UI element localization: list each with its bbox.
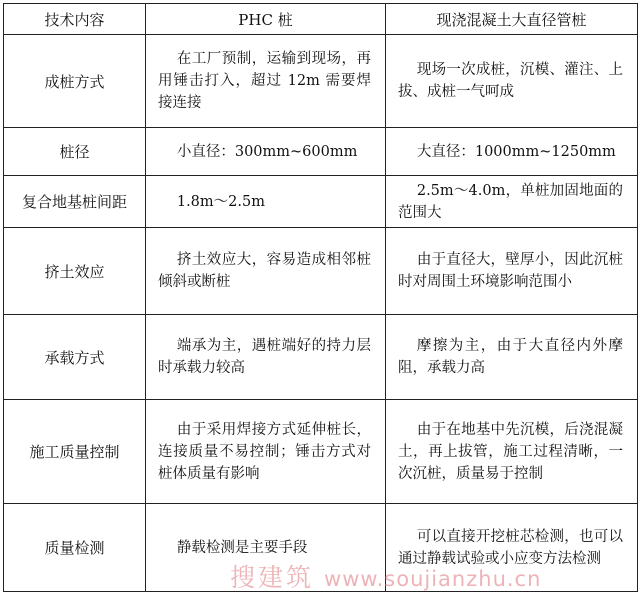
header-row bbox=[4, 4, 638, 35]
row-label: 成桩方式 bbox=[4, 35, 146, 128]
table-row bbox=[4, 400, 638, 504]
phc-cell: 小直径：300mm~600mm bbox=[146, 128, 386, 176]
comparison-table bbox=[3, 3, 638, 592]
table-row bbox=[4, 176, 638, 228]
cast-cell: 现场一次成桩，沉模、灌注、上拔、成桩一气呵成 bbox=[386, 35, 638, 128]
row-label: 复合地基桩间距 bbox=[4, 176, 146, 228]
table-row bbox=[4, 504, 638, 592]
phc-cell: 1.8m～2.5m bbox=[146, 176, 386, 228]
cast-cell: 可以直接开挖桩芯检测，也可以通过静载试验或小应变方法检测 bbox=[386, 504, 638, 592]
table-row bbox=[4, 228, 638, 315]
table-row bbox=[4, 315, 638, 400]
row-label: 挤土效应 bbox=[4, 228, 146, 315]
watermark-cn: 搜建筑 bbox=[230, 563, 315, 592]
phc-cell: 由于采用焊接方式延伸桩长，连接质量不易控制；锤击方式对桩体质量有影响 bbox=[146, 400, 386, 504]
cast-cell: 2.5m～4.0m，单桩加固地面的范围大 bbox=[386, 176, 638, 228]
phc-cell: 静载检测是主要手段 bbox=[146, 504, 386, 592]
cast-cell: 由于直径大，壁厚小，因此沉桩时对周围土环境影响范围小 bbox=[386, 228, 638, 315]
table-row bbox=[4, 35, 638, 128]
row-label: 承载方式 bbox=[4, 315, 146, 400]
watermark-url: www.soujianzhu.cn bbox=[324, 567, 542, 591]
row-label: 桩径 bbox=[4, 128, 146, 176]
header-tech-content: 技术内容 bbox=[4, 4, 146, 35]
table-row bbox=[4, 128, 638, 176]
cast-cell: 摩擦为主，由于大直径内外摩阻，承载力高 bbox=[386, 315, 638, 400]
phc-cell: 端承为主，遇桩端好的持力层时承载力较高 bbox=[146, 315, 386, 400]
header-phc-pile: PHC 桩 bbox=[146, 4, 386, 35]
phc-cell: 挤土效应大，容易造成相邻桩倾斜或断桩 bbox=[146, 228, 386, 315]
cast-cell: 由于在地基中先沉模，后浇混凝土，再上拔管，施工过程清晰，一次沉桩，质量易于控制 bbox=[386, 400, 638, 504]
row-label: 施工质量控制 bbox=[4, 400, 146, 504]
cast-cell: 大直径：1000mm~1250mm bbox=[386, 128, 638, 176]
header-cast-pipe-pile: 现浇混凝土大直径管桩 bbox=[386, 4, 638, 35]
phc-cell: 在工厂预制，运输到现场，再用锤击打入，超过 12m 需要焊接连接 bbox=[146, 35, 386, 128]
row-label: 质量检测 bbox=[4, 504, 146, 592]
